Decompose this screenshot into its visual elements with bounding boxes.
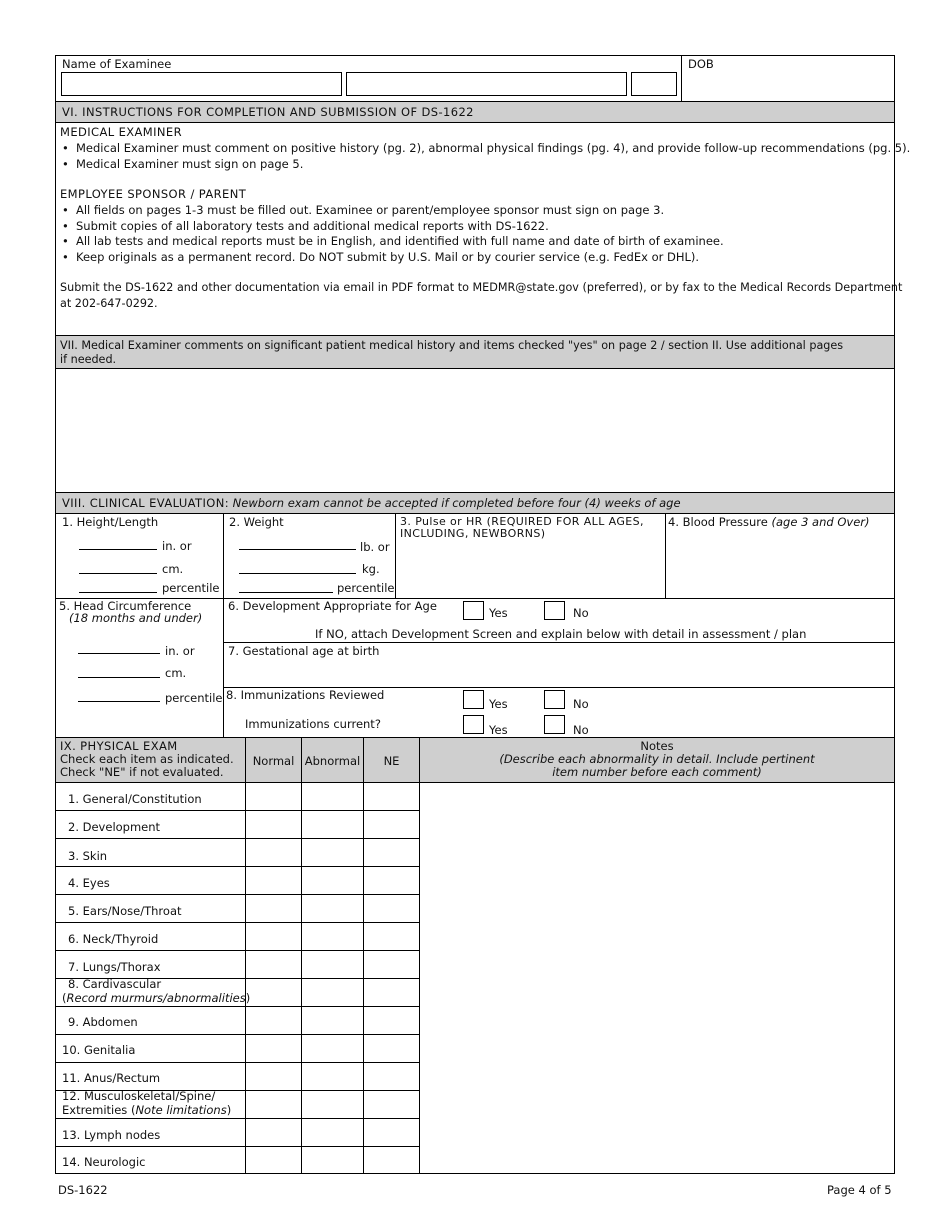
unit-label: percentile: [337, 581, 395, 595]
exam-cell-normal[interactable]: [246, 1063, 301, 1090]
exam-cell-normal[interactable]: [246, 784, 301, 810]
exam-item-musculoskeletal: 12. Musculoskeletal/Spine/: [62, 1089, 216, 1103]
divider: [223, 513, 224, 737]
divider: [223, 642, 895, 643]
exam-cell-abnormal[interactable]: [302, 867, 363, 894]
exam-item-neurologic: 14. Neurologic: [62, 1155, 146, 1169]
unit-label: in. or: [165, 644, 195, 658]
immunizations-current-no-checkbox[interactable]: [544, 715, 565, 734]
section7-title-line2: if needed.: [60, 353, 117, 366]
section9-instructions-line2: Check "NE" if not evaluated.: [60, 765, 224, 779]
section8-title-text: VIII. CLINICAL EVALUATION:: [62, 496, 229, 510]
note-italic: Record murmurs/abnormalities: [66, 991, 246, 1005]
exam-cell-ne[interactable]: [364, 839, 419, 866]
exam-cell-normal[interactable]: [246, 1119, 301, 1146]
exam-item-skin: 3. Skin: [68, 849, 108, 863]
exam-cell-abnormal[interactable]: [302, 1091, 363, 1118]
yes-label: Yes: [489, 606, 508, 620]
height-cm-input[interactable]: [79, 573, 157, 574]
list-item: • Submit copies of all laboratory tests and additional medical reports with DS-1622.: [60, 219, 724, 235]
exam-cell-ne[interactable]: [364, 1119, 419, 1146]
exam-cell-ne[interactable]: [364, 784, 419, 810]
exam-cell-normal[interactable]: [246, 895, 301, 922]
head-cm-input[interactable]: [78, 677, 160, 678]
exam-item-cardiovascular: 8. Cardivascular: [68, 977, 162, 991]
section7-title-line1: VII. Medical Examiner comments on significant patient medical history and items checked "yes" on page 2 / section II. Use additional pages: [60, 339, 844, 352]
immunizations-current-label: Immunizations current?: [245, 717, 381, 731]
last-name-field[interactable]: [61, 72, 342, 96]
yes-label: Yes: [489, 723, 508, 737]
section9-title: IX. PHYSICAL EXAM: [60, 739, 178, 753]
section6-title: VI. INSTRUCTIONS FOR COMPLETION AND SUBMISSION OF DS-1622: [62, 105, 474, 119]
pulse-field[interactable]: [398, 545, 662, 595]
exam-cell-abnormal[interactable]: [302, 951, 363, 978]
no-label: No: [573, 723, 589, 737]
head-circumference-label: 5. Head Circumference: [59, 599, 192, 613]
head-circumference-note: (18 months and under): [69, 611, 203, 625]
exam-cell-normal[interactable]: [246, 1007, 301, 1034]
note-prefix: (: [62, 991, 67, 1005]
section9-instructions-line1: Check each item as indicated.: [60, 752, 234, 766]
development-yes-checkbox[interactable]: [463, 601, 484, 620]
exam-cell-ne[interactable]: [364, 979, 419, 1006]
unit-label: kg.: [362, 562, 380, 576]
middle-initial-field[interactable]: [631, 72, 677, 96]
unit-label: in. or: [162, 539, 192, 553]
head-in-input[interactable]: [78, 653, 160, 654]
sponsor-heading: EMPLOYEE SPONSOR / PARENT: [60, 187, 247, 201]
medical-history-comments-field[interactable]: [56, 370, 894, 492]
development-note: If NO, attach Development Screen and explain below with detail in assessment / plan: [315, 627, 807, 641]
bp-label-note: (age 3 and Over): [771, 515, 870, 529]
page-number: Page 4 of 5: [827, 1183, 892, 1197]
medical-examiner-heading: MEDICAL EXAMINER: [60, 125, 182, 139]
exam-item-cardiovascular-note: [62, 992, 250, 1005]
exam-cell-abnormal[interactable]: [302, 1147, 363, 1173]
exam-cell-normal[interactable]: [246, 1091, 301, 1118]
gestational-age-field[interactable]: [400, 645, 890, 683]
header-divider: [681, 55, 682, 101]
no-label: No: [573, 606, 589, 620]
exam-cell-normal[interactable]: [246, 1035, 301, 1062]
note-italic: Note limitations: [135, 1103, 227, 1117]
col-abnormal-header: Abnormal: [304, 754, 361, 768]
exam-cell-ne[interactable]: [364, 811, 419, 838]
unit-label: percentile: [165, 691, 223, 705]
col-normal-header: Normal: [252, 754, 295, 768]
blood-pressure-field[interactable]: [668, 532, 892, 595]
exam-cell-normal[interactable]: [246, 811, 301, 838]
unit-label: cm.: [165, 666, 187, 680]
exam-item-genitalia: 10. Genitalia: [62, 1043, 136, 1057]
physical-exam-notes-field[interactable]: [420, 784, 894, 1173]
exam-item-musculoskeletal-note: [62, 1104, 231, 1117]
exam-item-lungs: 7. Lungs/Thorax: [68, 960, 161, 974]
bp-label-text: 4. Blood Pressure: [668, 515, 768, 529]
section8-title-note: Newborn exam cannot be accepted if completed before four (4) weeks of age: [232, 496, 681, 510]
dob-label: DOB: [688, 57, 714, 71]
weight-label: 2. Weight: [229, 515, 284, 529]
exam-item-development: 2. Development: [68, 820, 161, 834]
divider: [665, 513, 666, 598]
exam-cell-ne[interactable]: [364, 867, 419, 894]
weight-percentile-input[interactable]: [239, 592, 333, 593]
immunizations-reviewed-yes-checkbox[interactable]: [463, 690, 484, 709]
exam-cell-abnormal[interactable]: [302, 811, 363, 838]
unit-label: percentile: [162, 581, 220, 595]
immunizations-reviewed-no-checkbox[interactable]: [544, 690, 565, 709]
exam-cell-normal[interactable]: [246, 867, 301, 894]
exam-item-eyes: 4. Eyes: [68, 876, 110, 890]
exam-item-neck: 6. Neck/Thyroid: [68, 932, 159, 946]
exam-cell-abnormal[interactable]: [302, 784, 363, 810]
notes-instructions-line1: (Describe each abnormality in detail. Include pertinent: [499, 752, 815, 766]
exam-cell-normal[interactable]: [246, 839, 301, 866]
medical-examiner-list: [60, 141, 910, 172]
submit-instructions-line2: at 202-647-0292.: [60, 297, 158, 310]
exam-cell-ne[interactable]: [364, 1063, 419, 1090]
yes-label: Yes: [489, 697, 508, 711]
list-item: • All fields on pages 1-3 must be filled out. Examinee or parent/employee sponsor must sign on page 3.: [60, 203, 724, 219]
exam-cell-normal[interactable]: [246, 1147, 301, 1173]
exam-cell-ne[interactable]: [364, 1147, 419, 1173]
dob-field[interactable]: [688, 72, 890, 96]
development-no-checkbox[interactable]: [544, 601, 565, 620]
exam-cell-ne[interactable]: [364, 1007, 419, 1034]
list-item: • Medical Examiner must sign on page 5.: [60, 157, 910, 173]
exam-cell-abnormal[interactable]: [302, 1035, 363, 1062]
submit-instructions-line1: Submit the DS-1622 and other documentation via email in PDF format to MEDMR@state.gov (preferred), or by fax to the Medical Records Department: [60, 281, 903, 294]
list-item: • All lab tests and medical reports must be in English, and identified with full name and date of birth of examinee.: [60, 234, 724, 250]
col-ne-header: NE: [383, 754, 400, 768]
first-name-field[interactable]: [346, 72, 627, 96]
exam-item-ent: 5. Ears/Nose/Throat: [68, 904, 182, 918]
section8-title: [62, 496, 681, 510]
exam-cell-abnormal[interactable]: [302, 979, 363, 1006]
list-item: • Medical Examiner must comment on positive history (pg. 2), abnormal physical findings (pg. 4), and provide follow-up recommendations (pg. 5).: [60, 141, 910, 157]
exam-cell-abnormal[interactable]: [302, 923, 363, 950]
notes-instructions-line2: item number before each comment): [552, 765, 762, 779]
exam-cell-ne[interactable]: [364, 923, 419, 950]
exam-cell-normal[interactable]: [246, 923, 301, 950]
list-item: • Keep originals as a permanent record. Do NOT submit by U.S. Mail or by courier service (e.g. FedEx or DHL).: [60, 250, 724, 266]
unit-label: lb. or: [360, 540, 390, 554]
bp-label: [668, 515, 870, 529]
exam-item-anus: 11. Anus/Rectum: [62, 1071, 161, 1085]
name-label: Name of Examinee: [62, 57, 172, 71]
note-prefix: Extremities (: [62, 1103, 136, 1117]
height-percentile-input[interactable]: [79, 592, 157, 593]
no-label: No: [573, 697, 589, 711]
height-label: 1. Height/Length: [62, 515, 159, 529]
exam-cell-ne[interactable]: [364, 1035, 419, 1062]
gestational-age-label: 7. Gestational age at birth: [228, 644, 380, 658]
immunizations-label: 8. Immunizations Reviewed: [226, 688, 385, 702]
exam-cell-normal[interactable]: [246, 951, 301, 978]
divider: [395, 513, 396, 598]
weight-lb-input[interactable]: [239, 549, 356, 550]
height-in-input[interactable]: [79, 549, 157, 550]
exam-item-lymph: 13. Lymph nodes: [62, 1128, 161, 1142]
exam-cell-abnormal[interactable]: [302, 895, 363, 922]
exam-cell-normal[interactable]: [246, 979, 301, 1006]
exam-cell-ne[interactable]: [364, 895, 419, 922]
exam-cell-abnormal[interactable]: [302, 1119, 363, 1146]
note-suffix: ): [245, 991, 251, 1005]
exam-cell-ne[interactable]: [364, 951, 419, 978]
head-percentile-input[interactable]: [78, 701, 160, 702]
exam-cell-abnormal[interactable]: [302, 1063, 363, 1090]
immunizations-current-yes-checkbox[interactable]: [463, 715, 484, 734]
pulse-label-line1: 3. Pulse or HR (REQUIRED FOR ALL AGES,: [400, 515, 644, 528]
form-id: DS-1622: [58, 1183, 108, 1197]
exam-item-general: 1. General/Constitution: [68, 792, 202, 806]
exam-cell-abnormal[interactable]: [302, 839, 363, 866]
weight-kg-input[interactable]: [239, 573, 356, 574]
development-label: 6. Development Appropriate for Age: [228, 599, 437, 613]
unit-label: cm.: [162, 562, 184, 576]
exam-cell-ne[interactable]: [364, 1091, 419, 1118]
notes-title: Notes: [640, 739, 674, 753]
exam-item-abdomen: 9. Abdomen: [68, 1015, 138, 1029]
note-suffix: ): [226, 1103, 232, 1117]
pulse-label-line2: INCLUDING, NEWBORNS): [400, 527, 546, 540]
exam-cell-abnormal[interactable]: [302, 1007, 363, 1034]
sponsor-list: [60, 203, 724, 265]
